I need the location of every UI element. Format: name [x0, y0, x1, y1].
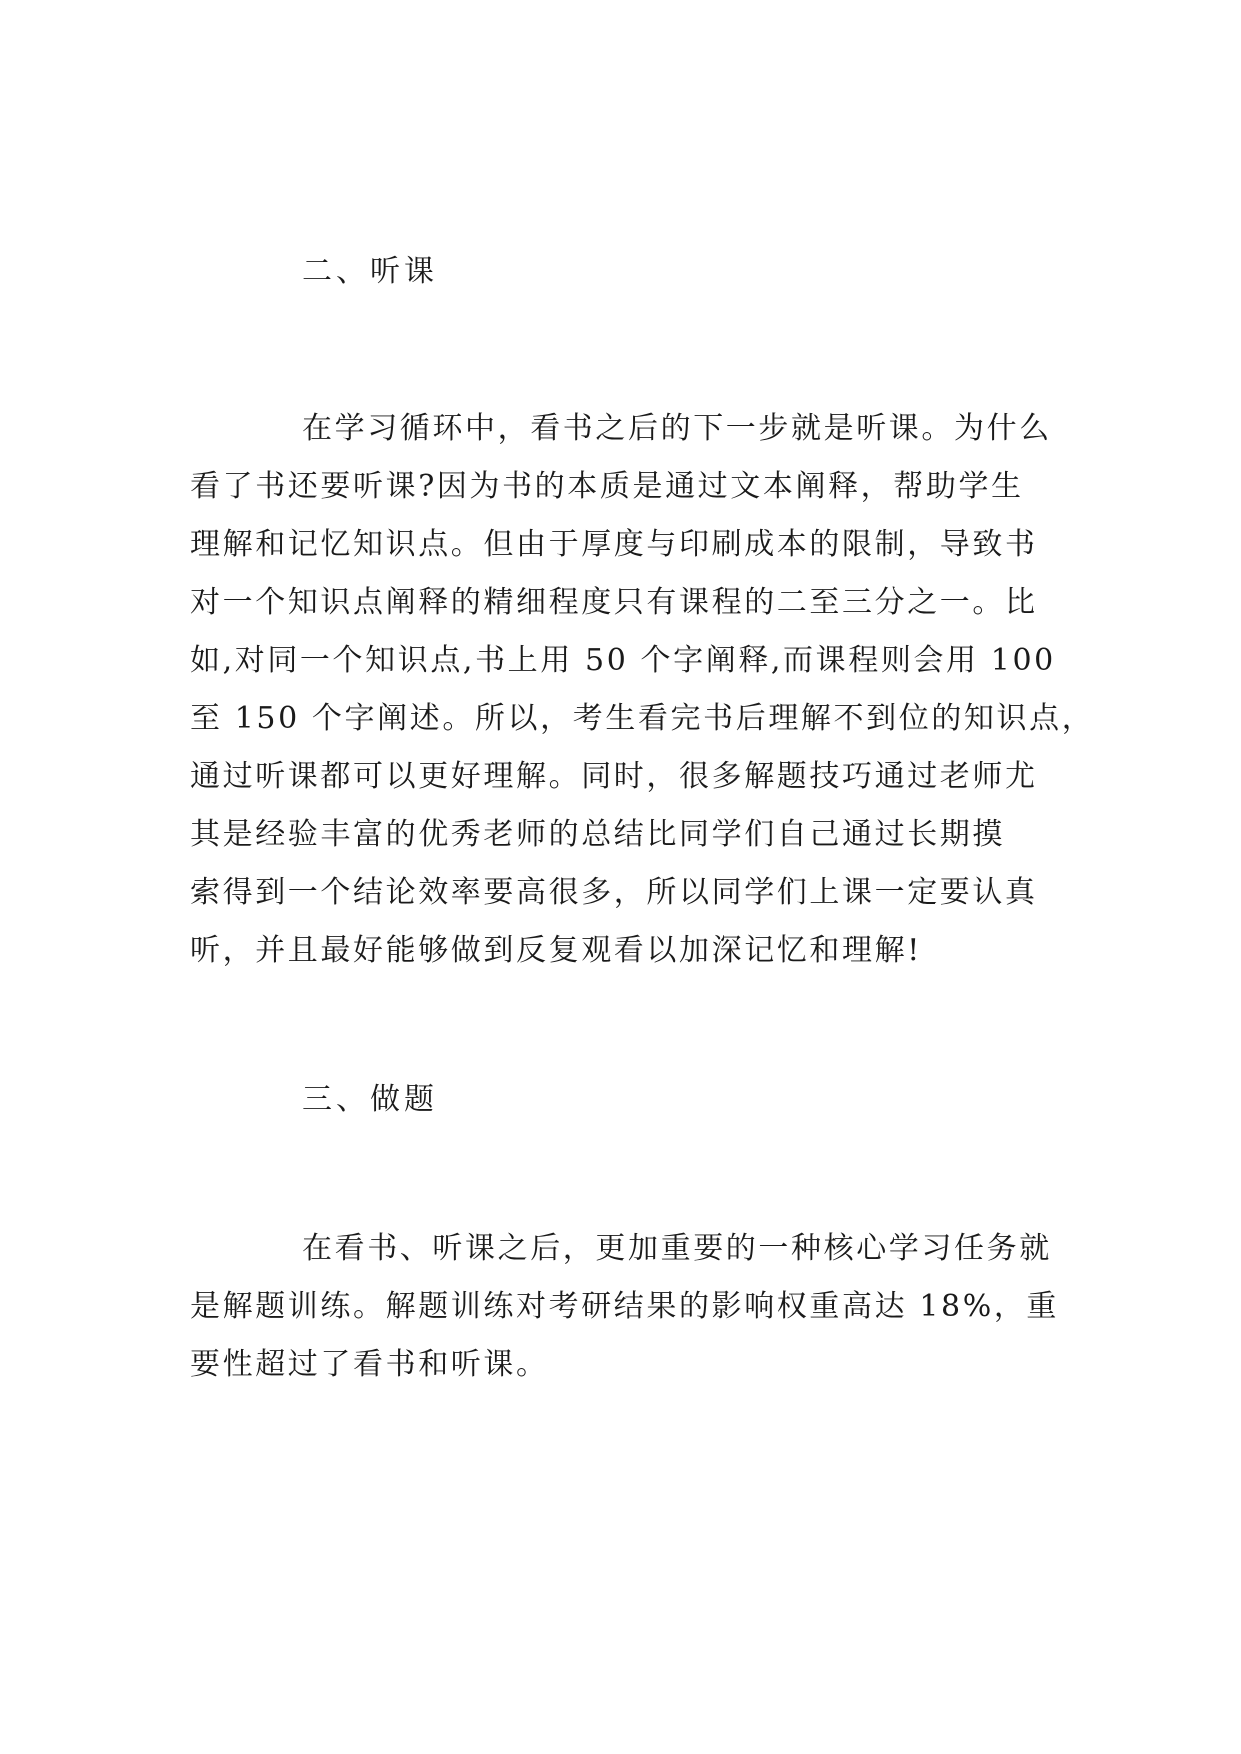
paragraph-line: 看了书还要听课?因为书的本质是通过文本阐释，帮助学生 [190, 469, 1024, 504]
paragraph-line: 要性超过了看书和听课。 [190, 1347, 549, 1382]
paragraph-line: 通过听课都可以更好理解。同时，很多解题技巧通过老师尤 [190, 759, 1038, 794]
paragraph-line: 理解和记忆知识点。但由于厚度与印刷成本的限制，导致书 [190, 527, 1038, 562]
section-paragraph-listen [190, 400, 1095, 980]
paragraph-line: 听，并且最好能够做到反复观看以加深记忆和理解! [190, 933, 922, 968]
paragraph-line: 索得到一个结论效率要高很多，所以同学们上课一定要认真 [190, 875, 1038, 910]
section-paragraph-practice [190, 1220, 1060, 1394]
section-heading-practice: 三、做题 [302, 1082, 438, 1117]
paragraph-line: 对一个知识点阐释的精细程度只有课程的二至三分之一。比 [190, 585, 1038, 620]
paragraph-line: 在学习循环中，看书之后的下一步就是听课。为什么 [302, 411, 1052, 446]
paragraph-line: 是解题训练。解题训练对考研结果的影响权重高达 18%，重 [190, 1289, 1060, 1324]
paragraph-line: 在看书、听课之后，更加重要的一种核心学习任务就 [302, 1231, 1052, 1266]
paragraph-line: 如,对同一个知识点,书上用 50 个字阐释,而课程则会用 100 [190, 643, 1056, 678]
paragraph-line: 至 150 个字阐述。所以，考生看完书后理解不到位的知识点， [190, 701, 1095, 736]
paragraph-line: 其是经验丰富的优秀老师的总结比同学们自己通过长期摸 [190, 817, 1005, 852]
section-heading-listen: 二、听课 [302, 254, 438, 289]
